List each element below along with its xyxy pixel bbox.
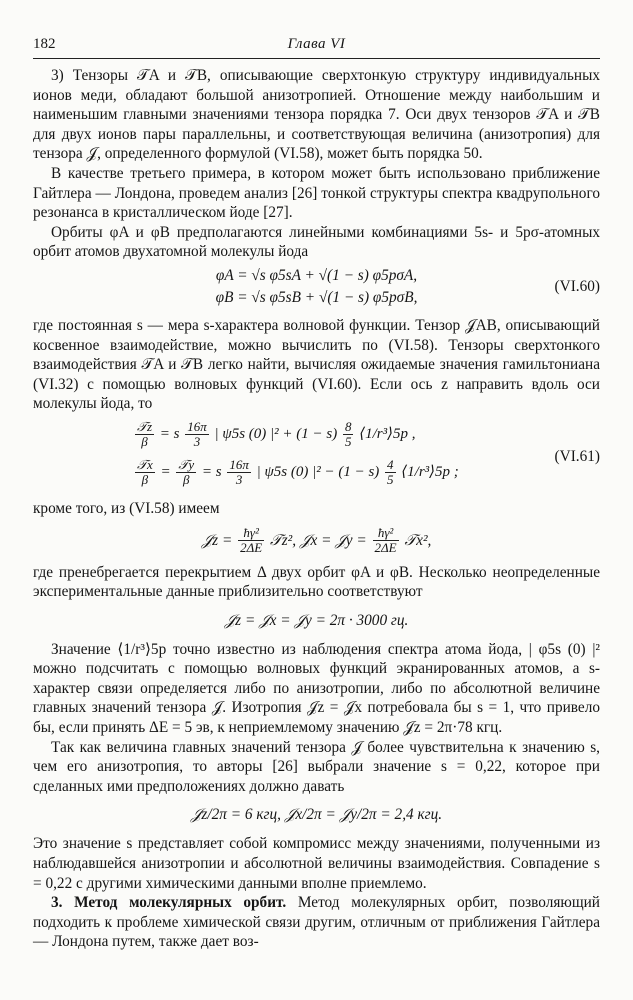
equation-vi60-label: (VI.60) xyxy=(554,277,600,295)
equation-vi60-line2: φB = √s φ5sB + √(1 − s) φ5pσB, xyxy=(215,288,418,306)
header-rule xyxy=(33,58,600,59)
section-heading: 3. Метод молекулярных орбит. xyxy=(51,894,287,912)
equation-vi60 xyxy=(33,265,600,313)
equation-experimental: 𝒥z = 𝒥x = 𝒥y = 2π · 3000 гц. xyxy=(224,611,409,629)
paragraph-10: 3. Метод молекулярных орбит. Метод молекулярных орбит, позволяющий подходить к проблеме химической связи другим, отличным от приближения Гайтлера — Лондона путем, также дает воз- xyxy=(33,894,600,951)
paragraph-3: Орбиты φA и φB предполагаются линейными комбинациями 5s- и 5pσ-атомных орбит атомов двухатомной молекулы йода xyxy=(33,223,600,261)
running-title: Глава VI xyxy=(287,36,346,52)
equation-vi61-line1: $\frac{\text{𝒯z}}{\beta}$ = s $\frac{16\pi}{3}$ | ψ5s (0) |² + (1 − s) $\frac{8}{5}$ ⟨1/r³⟩5p , xyxy=(137,418,416,449)
equation-final: 𝒥z/2π = 6 кгц, 𝒥x/2π = 𝒥y/2π = 2,4 кгц. xyxy=(190,806,443,824)
paragraph-6: где пренебрегается перекрытием Δ двух орбит φA и φB. Несколько неопределенные экспериментальные данные приблизительно соответствуют xyxy=(33,563,600,601)
paragraph-2: В качестве третьего примера, в котором может быть использовано приближение Гайтлера — Лондона, проведем анализ [26] тонкой структуры спектра квадрупольного резонанса в кристаллическом йоде [27]. xyxy=(33,164,600,222)
paragraph-7: Значение ⟨1/r³⟩5p точно известно из наблюдения спектра атома йода, | φ5s (0) |² можно подсчитать с помощью волновых функций экранированных атомов, а s-характер связи определяется либо по анизотропии, либо по абсолютной величине главных значений тензора 𝒥. Изотропия 𝒥z = 𝒥x потребовала бы s = 1, что привело бы, если принять ΔE = 5 эв, к неприемлемому значению 𝒥z = 2π·78 кгц. xyxy=(33,640,600,737)
page-number: 182 xyxy=(33,36,56,52)
paragraph-9: Это значение s представляет собой компромисс между значениями, полученными из наблюдавшейся анизотропии и абсолютной величины взаимодействия. Совпадение s = 0,22 с другими химическими данными вполне приемлемо. xyxy=(33,835,600,892)
equation-vi61 xyxy=(33,420,600,496)
page-header xyxy=(33,36,600,56)
body-text xyxy=(33,66,600,952)
paragraph-1: 3) Тензоры 𝒯A и 𝒯B, описывающие сверхтонкую структуру индивидуальных ионов меди, обладают большой анизотропией. Отношение между наибольшим и наименьшим главными значениями тензора порядка 7. Оси двух тензоров 𝒯A и 𝒯B для двух ионов пары параллельны, и соответствующая величина (анизотропия) для тензора 𝒥, определенного формулой (VI.58), может быть порядка 50. xyxy=(33,67,600,163)
equation-vi61-label: (VI.61) xyxy=(554,447,600,465)
equation-j-tensor: 𝒥z = $\frac{\text{ħγ²}}{2\Delta E}$ 𝒯z², 𝒥x = 𝒥y = $\frac{\text{ħγ²}}{2\Delta E}$ 𝒯x², xyxy=(201,525,432,556)
paragraph-4: где постоянная s — мера s-характера волновой функции. Тензор 𝒥AB, описывающий косвенное взаимодействие, можно вычислить по (VI.58). Тензоры сверхтонкого взаимодействия 𝒯A и 𝒯B легко найти, вычисляя ожидаемые значения гамильтониана (VI.32) с помощью волновых функций (VI.60). Если ось z направить вдоль оси молекулы йода, то xyxy=(33,316,600,413)
equation-vi60-line1: φA = √s φ5sA + √(1 − s) φ5pσA, xyxy=(215,266,418,284)
paragraph-8: Так как величина главных значений тензора 𝒥 более чувствительна к значению s, чем его анизотропия, то авторы [26] выбрали значение s = 0,22, которое при сделанных ими предположениях должно давать xyxy=(33,738,600,795)
paragraph-5: кроме того, из (VI.58) имеем xyxy=(33,499,220,517)
equation-vi61-line2: $\frac{\text{𝒯x}}{\beta}$ = $\frac{\text{𝒯y}}{\beta}$ = s $\frac{16\pi}{3}$ | ψ5s (0) |² − (1 − s) $\frac{4}{5}$ ⟨1/r³⟩5p ; xyxy=(137,456,459,487)
